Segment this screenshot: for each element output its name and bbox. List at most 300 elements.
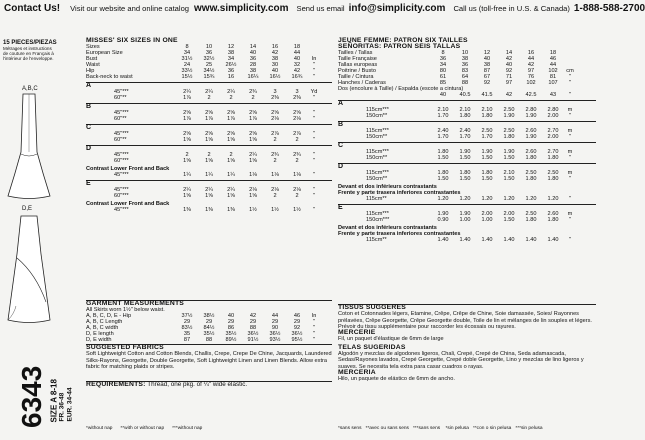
- table-cell: 1.90: [525, 113, 537, 119]
- table-cell: 2.50: [503, 107, 515, 113]
- table-cell: 2: [295, 193, 299, 199]
- table-cell: 1.90: [525, 134, 537, 140]
- table-cell: 16¾: [291, 74, 303, 80]
- table-cell: 1.00: [481, 217, 493, 223]
- table-cell: 36½: [269, 331, 281, 337]
- table-row: [86, 158, 332, 164]
- table-cell: 102: [548, 68, 558, 74]
- table-cell: 2¼: [205, 89, 213, 95]
- table-row: [86, 172, 332, 178]
- table-cell: 38: [271, 56, 279, 62]
- table-cell: 81: [549, 74, 557, 80]
- footnote: ***sans sens: [412, 426, 441, 431]
- garment-measurements: [86, 300, 332, 343]
- table-cell: 1¼: [205, 172, 213, 178]
- table-cell: 1⅛: [293, 172, 301, 178]
- table-cell: 107: [548, 80, 558, 86]
- table-cell: 95½: [291, 337, 303, 343]
- table-cell: 42: [293, 68, 301, 74]
- pattern-fr: FR. 36-48: [58, 392, 66, 422]
- table-cell: 2.80: [547, 107, 559, 113]
- view-yardage-group: [86, 145, 332, 164]
- table-cell: 2⅝: [205, 110, 213, 116]
- call-label: Call us (toll-free in U.S. & Canada): [453, 3, 570, 13]
- table-cell: 1.70: [459, 134, 471, 140]
- table-cell: 1⅛: [271, 172, 279, 178]
- table-cell: 0.90: [437, 217, 449, 223]
- table-cell: 2¼: [249, 152, 257, 158]
- table-cell: 29: [271, 319, 279, 325]
- table-cell: 1.80: [437, 170, 449, 176]
- size-cell: 14: [505, 50, 513, 56]
- size-cell: 12: [227, 44, 235, 50]
- table-cell: 1.80: [481, 113, 493, 119]
- table-cell: 92: [505, 68, 513, 74]
- telas-text: Algodón y mezclas de algodones ligeros, Chali, Crepé, Crepé de China, Seda adamascada, Sedas/Rayones lavados, Crepé Georgette, Crepé doble Georgette, Lino y mezclas de lino ligeros y suaves. Se necesita tela extra para casar cuadros o rayas.: [338, 351, 584, 370]
- table-cell: 29: [249, 319, 257, 325]
- table-cell: 1.50: [459, 155, 471, 161]
- misses-yardage: [86, 82, 332, 213]
- table-row: [338, 155, 596, 161]
- table-cell: 2: [273, 158, 277, 164]
- size-cell: 8: [441, 50, 445, 56]
- table-cell: 1⅛: [249, 172, 257, 178]
- table-cell: 2¼: [183, 187, 191, 193]
- table-cell: 40.5: [459, 92, 471, 98]
- table-cell: 1⅞: [183, 95, 191, 101]
- table-cell: 2.50: [525, 211, 537, 217]
- table-cell: 2¼: [227, 89, 235, 95]
- table-cell: 1⅝: [227, 158, 235, 164]
- view-yardage-group: [338, 204, 596, 223]
- row-label: 150cm**: [366, 134, 388, 140]
- table-cell: 2⅛: [249, 187, 257, 193]
- table-cell: 2.50: [503, 128, 515, 134]
- table-cell: 2¾: [249, 89, 257, 95]
- table-cell: 1.80: [525, 155, 537, 161]
- table-row: [86, 337, 332, 343]
- table-cell: 2.00: [547, 134, 559, 140]
- table-cell: 25: [205, 62, 213, 68]
- row-label: D, E length: [86, 331, 114, 337]
- row-label: 60"***: [114, 193, 129, 199]
- table-cell: 1.40: [437, 237, 449, 243]
- view-yardage-group: [338, 163, 596, 182]
- row-label: 115cm***: [366, 170, 389, 176]
- jeune-title-fr: JEUNE FEMME: PATRON SIX TAILLES: [338, 37, 468, 44]
- table-cell: 1.80: [437, 149, 449, 155]
- unit-cell: cm: [566, 68, 574, 74]
- table-cell: 1.20: [459, 196, 471, 202]
- table-cell: 38½: [203, 313, 215, 319]
- table-cell: 1½: [249, 207, 257, 213]
- pattern-number: 6343: [16, 365, 47, 428]
- row-label: Hanches / Caderas: [338, 80, 386, 86]
- view-yardage-group: [86, 103, 332, 122]
- table-row: [338, 176, 596, 182]
- table-cell: 24: [183, 62, 191, 68]
- contrast-caption: Contrast Lower Front and Back: [86, 201, 170, 207]
- email-link[interactable]: info@simplicity.com: [348, 2, 446, 14]
- row-label: 45"***: [114, 110, 129, 116]
- size-cell: 16: [271, 44, 279, 50]
- unit-cell: ": [569, 134, 571, 140]
- table-cell: 1.80: [459, 113, 471, 119]
- table-cell: 31½: [181, 56, 193, 62]
- table-cell: 29: [293, 319, 301, 325]
- table-cell: 1.70: [437, 113, 449, 119]
- table-cell: 1.80: [525, 217, 537, 223]
- table-cell: 33½: [181, 68, 193, 74]
- table-cell: 40: [293, 56, 301, 62]
- table-cell: 16¼: [247, 74, 259, 80]
- table-cell: 86: [227, 325, 235, 331]
- row-label: A, B, C Length: [86, 319, 123, 325]
- table-cell: 2.10: [481, 107, 493, 113]
- table-cell: 1.90: [459, 211, 471, 217]
- unit-cell: Yd: [310, 89, 318, 95]
- table-cell: 3: [295, 89, 299, 95]
- table-cell: 15¾: [203, 74, 215, 80]
- row-label: 45"***: [114, 187, 129, 193]
- row-label: 60"**: [114, 95, 127, 101]
- table-cell: 1.80: [547, 217, 559, 223]
- table-cell: 2⅝: [205, 131, 213, 137]
- sizes-label: Sizes: [86, 44, 100, 50]
- view-yardage-group: [86, 180, 332, 199]
- table-cell: 40: [249, 50, 257, 56]
- row-label: 60"**: [114, 116, 127, 122]
- unit-cell: m: [567, 211, 573, 217]
- table-cell: 35: [183, 331, 191, 337]
- table-cell: 1.50: [503, 155, 515, 161]
- table-cell: 1.90: [481, 149, 493, 155]
- table-cell: 84½: [203, 325, 215, 331]
- unit-cell: ": [313, 116, 315, 122]
- merceria-title: MERCERIA: [338, 368, 376, 376]
- table-cell: 76: [527, 74, 535, 80]
- table-cell: 2⅝: [271, 110, 279, 116]
- table-cell: 34½: [203, 68, 215, 74]
- contrast-caption: Devant et dos inférieurs contrastants Frente y parte trasera inferiores contrastantes: [338, 225, 461, 237]
- view-letter: E: [338, 204, 343, 211]
- table-cell: 1¼: [227, 172, 235, 178]
- table-cell: 67: [483, 74, 491, 80]
- table-cell: 102: [526, 80, 536, 86]
- table-cell: 2.70: [547, 128, 559, 134]
- row-label: A, B, C width: [86, 325, 119, 331]
- view-letter: B: [86, 103, 92, 110]
- row-label: 150cm**: [366, 176, 388, 182]
- merceria-text: Hilo, un paquete de elástico de 6mm de ancho.: [338, 376, 455, 383]
- table-cell: 32½: [203, 56, 215, 62]
- view-letter: A: [338, 100, 344, 107]
- footer-right: [338, 426, 543, 431]
- unit-cell: m: [567, 107, 573, 113]
- contrast-caption: Contrast Lower Front and Back: [86, 166, 170, 172]
- table-cell: 1⅞: [227, 116, 235, 122]
- row-label: Dos (encolure à Taille) / Espalda (escote a cintura): [338, 86, 464, 92]
- table-cell: 2: [273, 137, 277, 143]
- unit-cell: ": [569, 176, 571, 182]
- email-label: Send us email: [296, 3, 345, 13]
- row-label: 45"***: [114, 152, 129, 158]
- table-cell: 2: [229, 152, 233, 158]
- unit-cell: ": [313, 319, 315, 325]
- table-row: [86, 95, 332, 101]
- table-cell: 2⅛: [293, 116, 301, 122]
- row-label: Poitrine / Busto: [338, 68, 376, 74]
- unit-cell: ": [569, 237, 571, 243]
- table-cell: 2⅝: [183, 110, 191, 116]
- table-cell: 97: [527, 68, 535, 74]
- table-cell: 38: [227, 50, 235, 56]
- table-cell: 88: [205, 337, 213, 343]
- table-cell: 1.80: [547, 176, 559, 182]
- table-cell: 90: [271, 325, 279, 331]
- table-cell: 1⅞: [249, 116, 257, 122]
- table-cell: 40: [227, 313, 235, 319]
- table-cell: 1.80: [459, 170, 471, 176]
- table-cell: 16: [227, 74, 235, 80]
- table-cell: 43: [549, 92, 557, 98]
- row-label: 45"***: [114, 131, 129, 137]
- table-cell: 36: [439, 56, 447, 62]
- table-cell: 1⅝: [205, 137, 213, 143]
- table-cell: 2.40: [437, 128, 449, 134]
- table-cell: 44: [293, 50, 301, 56]
- size-cell: 8: [185, 44, 189, 50]
- tissus-block: [338, 304, 596, 383]
- table-cell: 36: [227, 68, 235, 74]
- table-row: [86, 74, 332, 80]
- table-row: [86, 116, 332, 122]
- table-cell: 2⅛: [293, 187, 301, 193]
- unit-cell: ": [313, 95, 315, 101]
- view-yardage-group: [86, 124, 332, 143]
- table-cell: 89½: [225, 337, 237, 343]
- table-cell: 29: [227, 319, 235, 325]
- table-cell: 2.40: [459, 128, 471, 134]
- table-cell: 34: [227, 56, 235, 62]
- row-label: 45"***: [114, 89, 129, 95]
- size-cell: 10: [461, 50, 469, 56]
- unit-cell: ": [313, 187, 315, 193]
- row-label: 45"***: [114, 172, 129, 178]
- sizes-label: Tailles / Tallas: [338, 50, 373, 56]
- requirements-text: Thread, one pkg. of ¼" wide elastic.: [147, 381, 248, 388]
- table-cell: 1.80: [481, 170, 493, 176]
- table-cell: 35½: [225, 331, 237, 337]
- table-cell: 1.40: [481, 237, 493, 243]
- table-cell: 2⅞: [271, 131, 279, 137]
- table-cell: 2: [251, 95, 255, 101]
- suggested-fabrics: [86, 344, 332, 370]
- row-label: European Size: [86, 50, 123, 56]
- fabrics-title: SUGGESTED FABRICS: [86, 344, 164, 351]
- table-cell: 2.10: [459, 107, 471, 113]
- table-cell: 2.00: [503, 211, 515, 217]
- table-cell: 38: [483, 62, 491, 68]
- table-cell: 1.20: [525, 196, 537, 202]
- unit-cell: ": [313, 137, 315, 143]
- view-yardage-group: [338, 121, 596, 140]
- table-cell: 46: [549, 56, 557, 62]
- skirt-abc-sketch: [6, 92, 52, 202]
- view-letter: D: [86, 145, 92, 152]
- table-cell: 36: [205, 50, 213, 56]
- view-letter: D: [338, 163, 344, 170]
- table-cell: 3: [273, 89, 277, 95]
- footnote: ***sin pelusa: [515, 426, 543, 431]
- tissus-text: Coton et Cotonnades légers, Etamine, Crêpe, Crêpe de Chine, Soie damassée, Soies/ Rayonnes prélavées, Crêpe Georgette, Crêpe Georgette double, Toile de lin et mélanges de lin souples et légers. Prévoir du tissu supplémentaire pour raccorder les écossais ou rayures.: [338, 311, 592, 330]
- size-cell: 14: [249, 44, 257, 50]
- table-cell: 37½: [181, 313, 193, 319]
- table-cell: 1.50: [459, 176, 471, 182]
- row-label: 115cm***: [366, 128, 389, 134]
- requirements: [86, 381, 332, 388]
- view-letter: E: [86, 180, 91, 187]
- row-label: Hip: [86, 68, 95, 74]
- footnote: *sans sens: [338, 426, 362, 431]
- footer-left: [86, 426, 202, 431]
- table-cell: 2⅞: [293, 131, 301, 137]
- table-row: [86, 207, 332, 213]
- table-cell: 97: [505, 80, 513, 86]
- unit-cell: ": [313, 68, 315, 74]
- table-cell: 2⅛: [271, 116, 279, 122]
- table-cell: 38: [249, 68, 257, 74]
- table-cell: 2.50: [525, 170, 537, 176]
- table-cell: 1.50: [503, 176, 515, 182]
- table-cell: 1¼: [183, 172, 191, 178]
- table-cell: 1.70: [437, 134, 449, 140]
- table-cell: 2.60: [547, 211, 559, 217]
- table-cell: 36: [249, 56, 257, 62]
- view-letter: C: [86, 124, 92, 131]
- unit-cell: In: [311, 313, 317, 319]
- table-cell: 36½: [291, 331, 303, 337]
- table-cell: 2.50: [547, 170, 559, 176]
- table-cell: 28: [249, 62, 257, 68]
- table-cell: 64: [461, 74, 469, 80]
- fabrics-text: Soft Lightweight Cotton and Cotton Blends, Challis, Crepe, Crepe De Chine, Jacquards, Laundered Silks-Rayons, Georgette, Double Georgette, Soft Lightweight Linen and Linen Blends. Allow extra fabric for matching plaids or stripes.: [86, 351, 332, 370]
- view-label-de: D,E: [22, 206, 33, 212]
- row-label: Tallas europeas: [338, 62, 378, 68]
- table-cell: 92: [483, 80, 491, 86]
- table-cell: 91½: [247, 337, 259, 343]
- row-label: A, B, C, D, E - Hip: [86, 313, 132, 319]
- contact-text: Visit our website and online catalog: [70, 3, 190, 13]
- table-cell: 44: [527, 56, 535, 62]
- table-cell: 1.40: [525, 237, 537, 243]
- website-link[interactable]: www.simplicity.com: [194, 2, 289, 14]
- misses-measurements: [86, 50, 332, 80]
- view-yardage-group: [86, 82, 332, 101]
- unit-cell: m: [567, 149, 573, 155]
- table-cell: 2.60: [525, 149, 537, 155]
- table-row: [338, 113, 596, 119]
- table-row: [338, 196, 596, 202]
- table-cell: 2: [229, 95, 233, 101]
- unit-cell: ": [569, 155, 571, 161]
- table-cell: 1.50: [481, 176, 493, 182]
- row-label: 150cm***: [366, 217, 390, 223]
- table-cell: 1.40: [503, 237, 515, 243]
- table-cell: 2⅛: [271, 187, 279, 193]
- footnote: ***without nap: [172, 426, 203, 431]
- view-yardage-group: [338, 142, 596, 161]
- unit-cell: ": [313, 131, 315, 137]
- table-cell: 2: [273, 193, 277, 199]
- pieces-title: 15 PIECES/PIEZAS: [3, 40, 57, 46]
- view-letter: C: [338, 142, 344, 149]
- table-cell: 44: [271, 313, 279, 319]
- view-yardage-group: [338, 100, 596, 119]
- garment-title: GARMENT MEASUREMENTS: [86, 300, 185, 307]
- pieces-subtitle: Métrages et instructions de couture en Français à l'intérieur de l'enveloppe.: [3, 46, 54, 61]
- table-cell: 1.20: [547, 196, 559, 202]
- table-cell: 1⅜: [205, 207, 213, 213]
- unit-cell: ": [313, 172, 315, 178]
- table-cell: 1½: [293, 207, 301, 213]
- table-cell: 1⅞: [205, 116, 213, 122]
- table-cell: 1.40: [459, 237, 471, 243]
- unit-cell: ": [569, 217, 571, 223]
- table-cell: 88: [249, 325, 257, 331]
- unit-cell: ": [313, 74, 315, 80]
- table-cell: 1.00: [459, 217, 471, 223]
- table-cell: 1⅝: [249, 137, 257, 143]
- row-label: 45"***: [114, 207, 129, 213]
- table-cell: 2.80: [525, 107, 537, 113]
- unit-cell: ": [313, 158, 315, 164]
- table-cell: 1.90: [503, 113, 515, 119]
- table-cell: 1½: [271, 207, 279, 213]
- unit-cell: ": [569, 80, 571, 86]
- footnote: *sin pelusa: [445, 426, 469, 431]
- table-cell: 61: [439, 74, 447, 80]
- table-cell: 2.10: [503, 170, 515, 176]
- table-cell: 34: [439, 62, 447, 68]
- table-cell: 1.90: [459, 149, 471, 155]
- pattern-size: SIZE A 8-18: [49, 379, 59, 423]
- row-label: Waist: [86, 62, 100, 68]
- unit-cell: ": [313, 152, 315, 158]
- table-cell: 42: [505, 92, 513, 98]
- table-cell: 41.5: [481, 92, 493, 98]
- table-cell: 1⅞: [183, 116, 191, 122]
- table-cell: 1⅝: [183, 137, 191, 143]
- table-cell: 83½: [181, 325, 193, 331]
- row-label: 115cm**: [366, 237, 387, 243]
- table-cell: 16½: [269, 74, 281, 80]
- table-cell: 36: [461, 62, 469, 68]
- unit-cell: m: [567, 128, 573, 134]
- jeune-size-table: [338, 38, 596, 243]
- table-cell: 1.80: [547, 155, 559, 161]
- table-cell: 2¾: [293, 152, 301, 158]
- table-cell: 15½: [181, 74, 193, 80]
- unit-cell: ": [313, 207, 315, 213]
- table-cell: 93½: [269, 337, 281, 343]
- footnote: *without nap: [86, 426, 113, 431]
- table-cell: 2: [185, 152, 189, 158]
- table-cell: 1.50: [503, 217, 515, 223]
- table-cell: 42: [505, 56, 513, 62]
- unit-cell: ": [313, 325, 315, 331]
- table-cell: 2¼: [227, 187, 235, 193]
